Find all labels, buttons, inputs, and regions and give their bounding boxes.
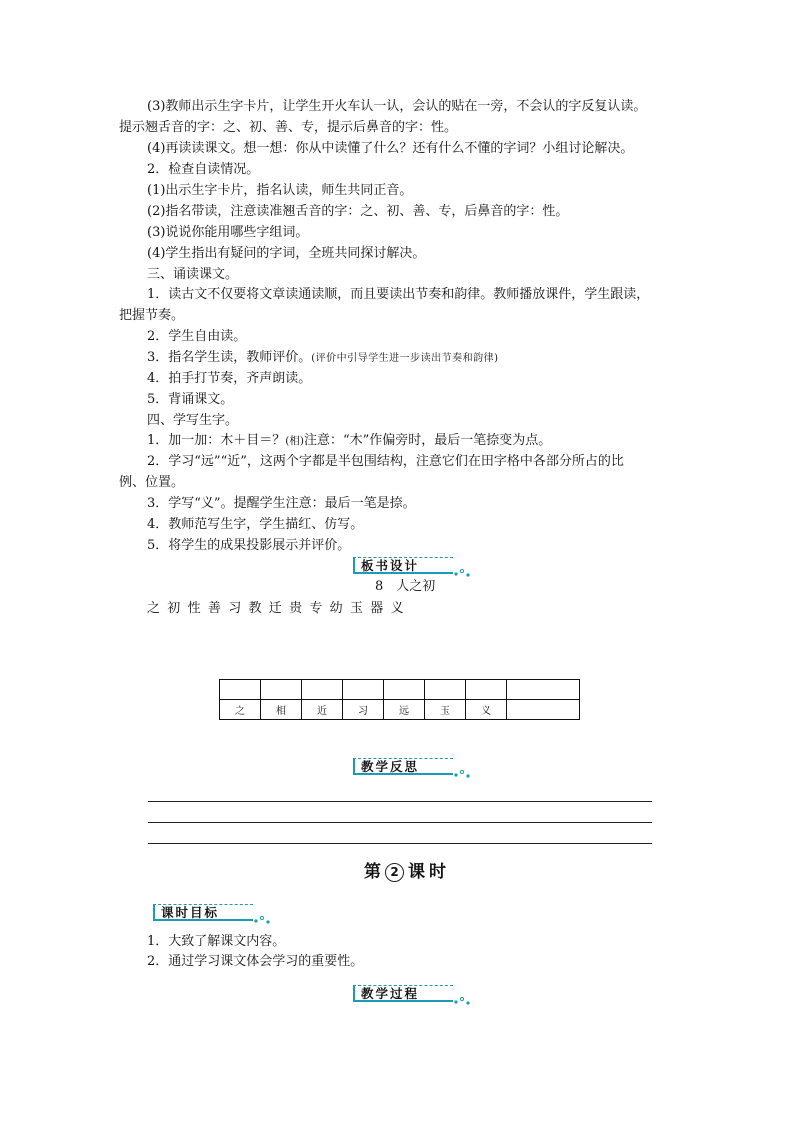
grid-cell xyxy=(425,680,466,700)
paragraph: 2．学习“远”“近”，这两个字都是半包围结构，注意它们在田字格中各部分所占的比 xyxy=(147,454,624,469)
lesson-number-badge: 2 xyxy=(385,863,404,882)
board-char: 贵 xyxy=(289,601,303,616)
board-char: 幼 xyxy=(329,601,343,616)
board-char: 器 xyxy=(370,601,384,616)
goal-item: 1．大致了解课文内容。 xyxy=(147,934,286,949)
paragraph: (1)出示生字卡片，指名认读，师生共同正音。 xyxy=(147,183,413,198)
grid-cell: 习 xyxy=(343,700,384,720)
board-char: 性 xyxy=(187,601,201,616)
lesson-title: 第 2 课时 xyxy=(364,862,450,882)
board-title: 8 人之初 xyxy=(375,579,436,594)
board-char: 玉 xyxy=(349,601,363,616)
grid-row-top xyxy=(220,680,580,700)
reflection-line xyxy=(148,843,652,844)
paragraph: 2．检查自读情况。 xyxy=(147,162,260,177)
board-char: 义 xyxy=(390,601,404,616)
decoration-dots-icon xyxy=(453,769,471,779)
board-char: 专 xyxy=(309,601,323,616)
paragraph: 3．学写“义”。提醒学生注意：最后一笔是捺。 xyxy=(147,496,416,511)
writing-grid xyxy=(219,679,580,720)
board-char: 习 xyxy=(228,601,242,616)
board-char: 教 xyxy=(248,601,262,616)
paragraph: 5．将学生的成果投影展示并评价。 xyxy=(147,538,351,553)
paragraph: (4)再读读课文。想一想：你从中读懂了什么？还有什么不懂的字词？小组讨论解决。 xyxy=(147,141,634,156)
paragraph: 2．学生自由读。 xyxy=(147,329,247,344)
grid-cell xyxy=(384,680,425,700)
lesson-goals-label: 课时目标 xyxy=(153,904,263,921)
decoration-dots-icon xyxy=(453,996,471,1006)
paragraph: (3)教师出示生字卡片，让学生开火车认一认，会认的贴在一旁，不会认的字反复认读。 xyxy=(147,99,647,114)
board-char: 之 xyxy=(147,601,161,616)
paragraph: 4．拍手打节奏，齐声朗读。 xyxy=(147,371,312,386)
reflection-line xyxy=(148,801,652,802)
board-design-label: 板书设计 xyxy=(353,557,463,574)
grid-cell xyxy=(466,680,507,700)
paragraph: 把握节奏。 xyxy=(119,308,185,323)
grid-cell xyxy=(302,680,343,700)
paragraph xyxy=(147,348,499,369)
handwritten-note: (评价中引导学生进一步读出节奏和韵律) xyxy=(311,353,499,364)
teaching-process-label: 教学过程 xyxy=(353,985,463,1002)
board-char: 善 xyxy=(207,601,221,616)
grid-cell xyxy=(507,680,580,700)
board-char-list xyxy=(147,597,411,616)
decoration-dots-icon xyxy=(453,568,471,578)
section-heading: 四、学写生字。 xyxy=(147,413,239,428)
goal-item: 2．通过学习课文体会学习的重要性。 xyxy=(147,954,364,969)
reflection-line xyxy=(148,822,652,823)
grid-cell: 义 xyxy=(466,700,507,720)
paragraph: (3)说说你能用哪些字组词。 xyxy=(147,225,309,240)
grid-cell xyxy=(343,680,384,700)
paragraph-main: 3．指名学生读，教师评价。 xyxy=(147,350,312,365)
grid-cell: 远 xyxy=(384,700,425,720)
paragraph-main: 1．加一加：木＋目＝？ xyxy=(147,433,286,448)
paragraph xyxy=(147,431,551,451)
paragraph: (4)学生指出有疑问的字词，全班共同探讨解决。 xyxy=(147,246,426,261)
grid-cell: 之 xyxy=(220,700,261,720)
grid-cell: 相 xyxy=(261,700,302,720)
paragraph-rest: 注意：“木”作偏旁时，最后一笔捺变为点。 xyxy=(303,433,552,448)
paragraph: 5．背诵课文。 xyxy=(147,392,234,407)
paragraph: 例、位置。 xyxy=(119,475,185,490)
grid-cell: 近 xyxy=(302,700,343,720)
grid-cell xyxy=(507,700,580,720)
paragraph: (2)指名带读，注意读准翘舌音的字：之、初、善、专，后鼻音的字：性。 xyxy=(147,204,569,219)
board-char: 迁 xyxy=(268,601,282,616)
grid-cell xyxy=(261,680,302,700)
grid-row-bottom xyxy=(220,700,580,720)
section-heading: 三、诵读课文。 xyxy=(147,267,239,282)
answer-note: (相) xyxy=(285,435,304,447)
paragraph: 提示翘舌音的字：之、初、善、专，提示后鼻音的字：性。 xyxy=(119,120,458,135)
paragraph: 1．读古文不仅要将文章读通读顺，而且要读出节奏和韵律。教师播放课件，学生跟读， xyxy=(147,287,650,302)
reflection-label: 教学反思 xyxy=(353,758,463,775)
decoration-dots-icon xyxy=(253,915,271,925)
grid-cell xyxy=(220,680,261,700)
paragraph: 4．教师范写生字，学生描红、仿写。 xyxy=(147,517,364,532)
board-char: 初 xyxy=(167,601,181,616)
grid-cell: 玉 xyxy=(425,700,466,720)
